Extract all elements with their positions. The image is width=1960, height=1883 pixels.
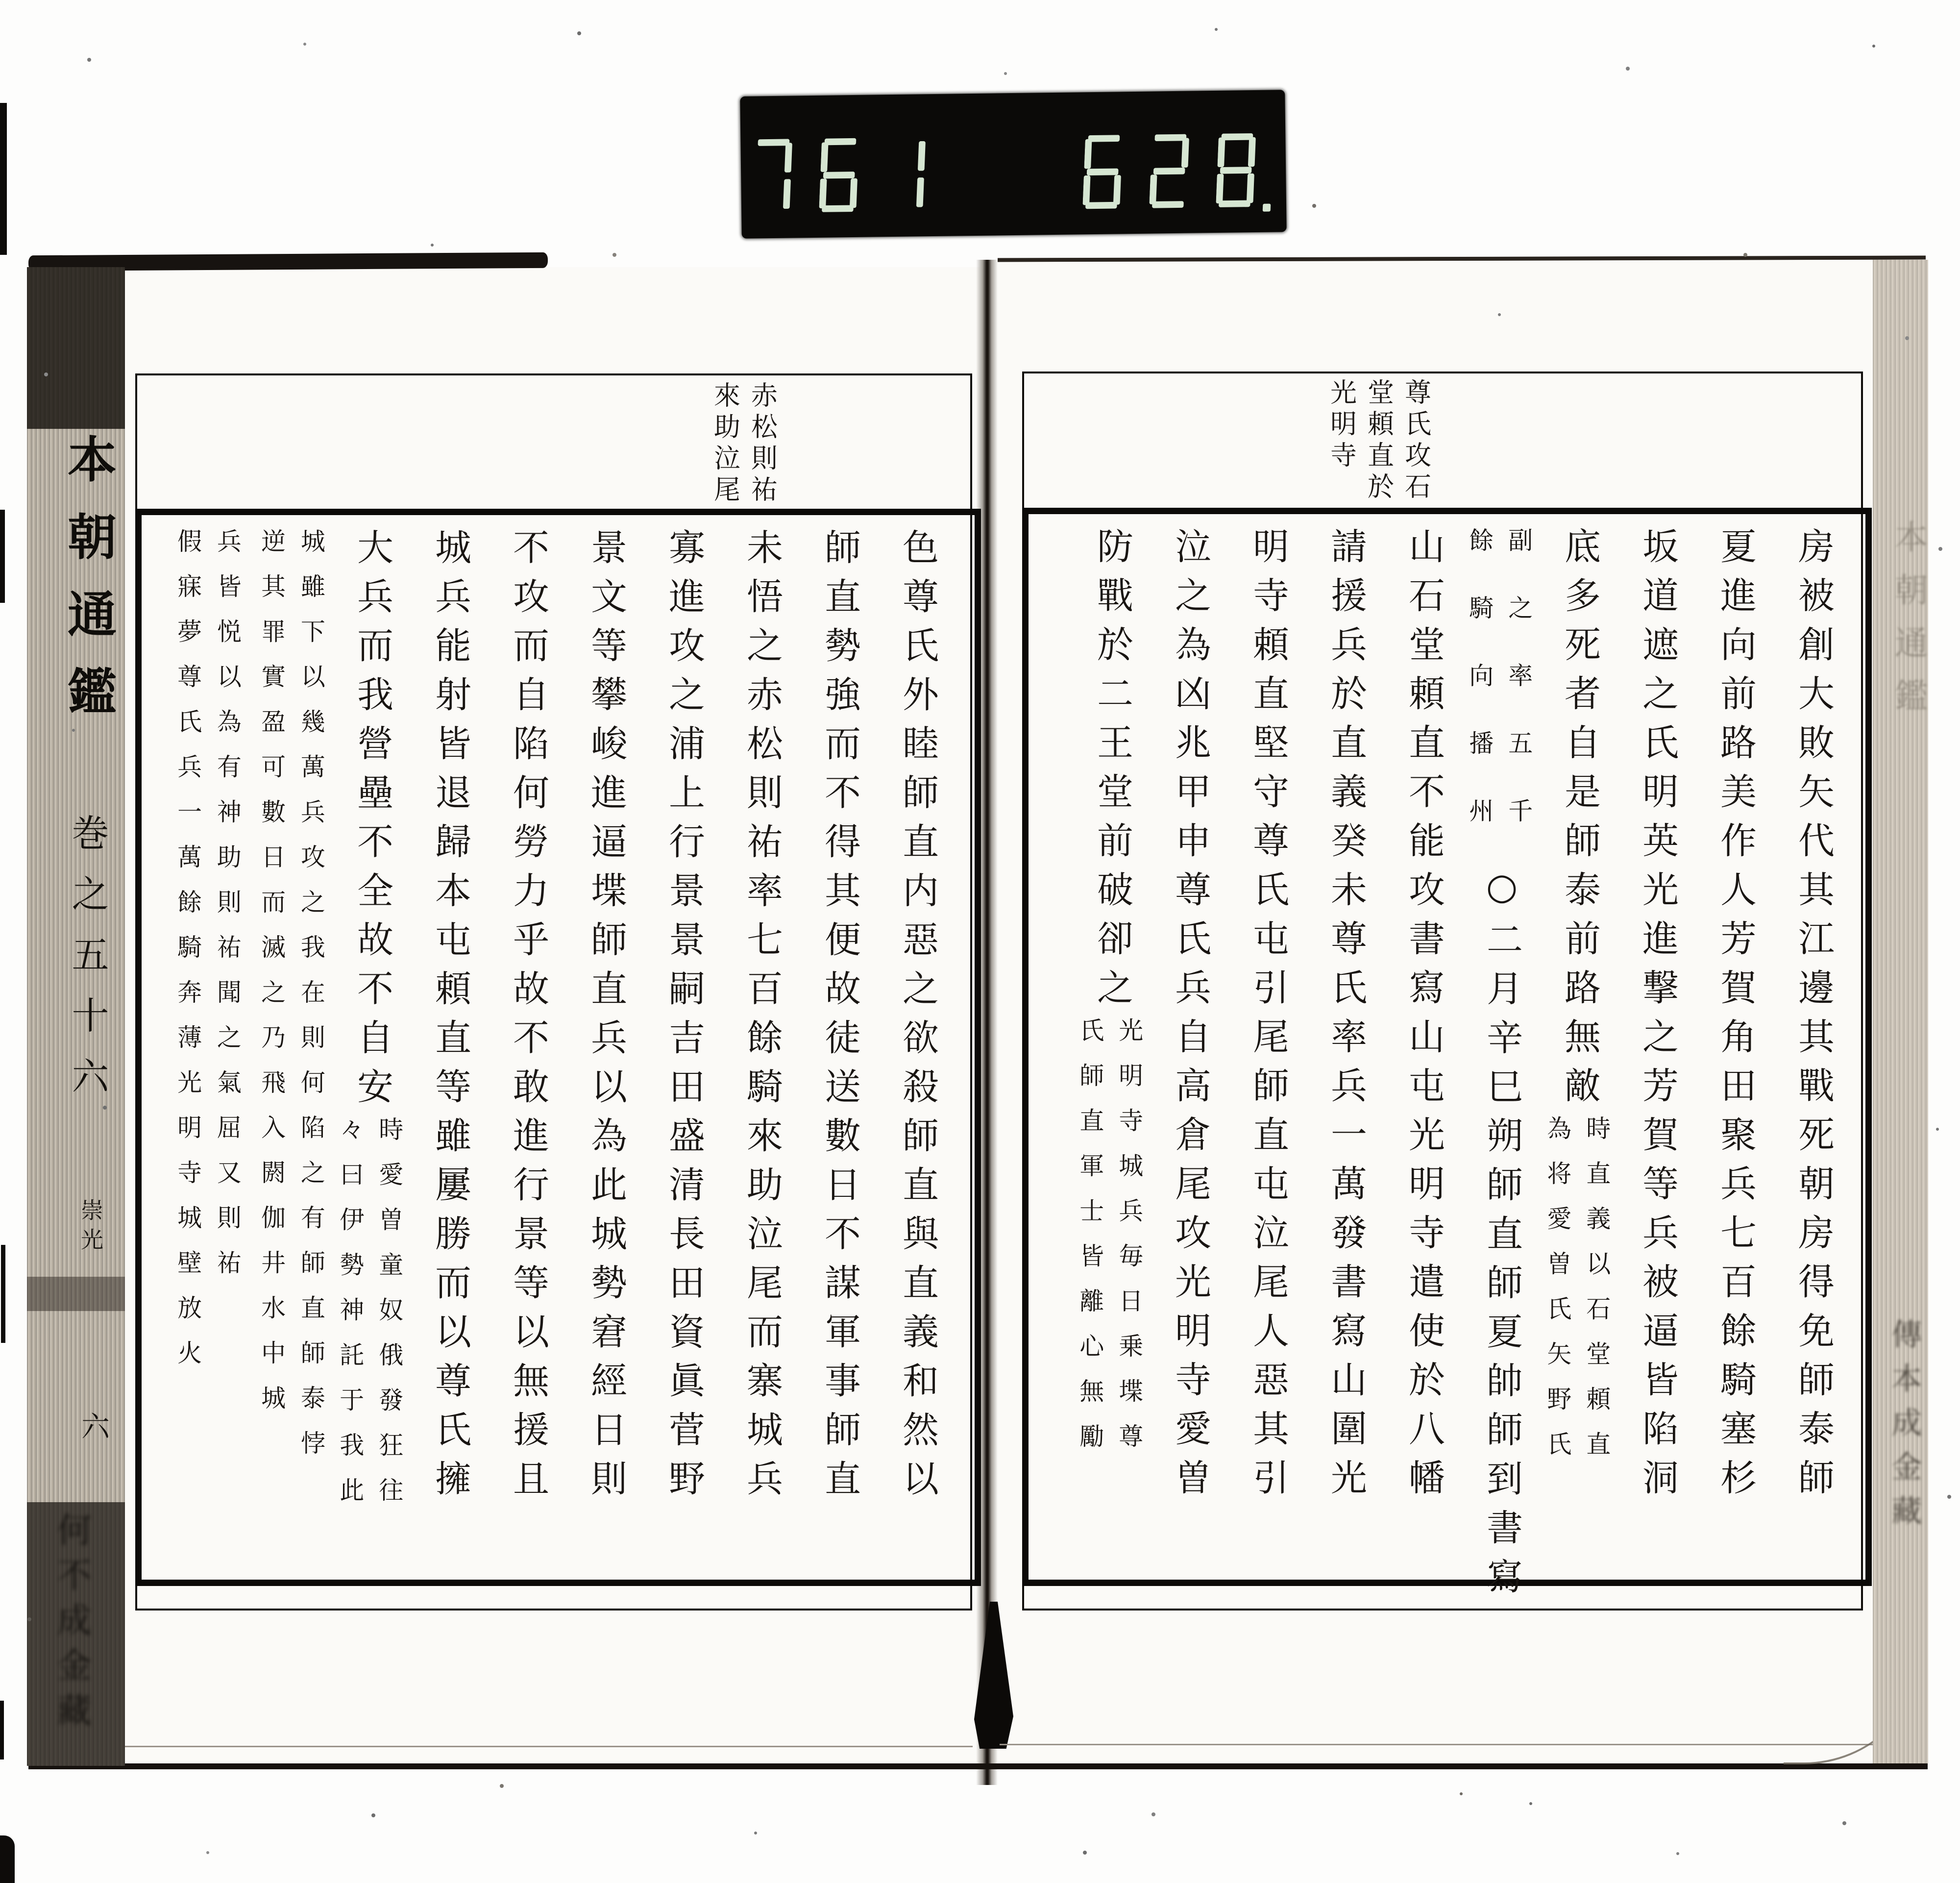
header-note-text: 光明寺 — [1326, 378, 1357, 472]
text-column — [1696, 527, 1774, 1557]
column-text: ○二月辛巳朔師直師夏帥師到書寫 — [1481, 866, 1523, 1607]
column-text: 底多死者自是師泰前路無敵 — [1559, 527, 1601, 1115]
spine-era-label: 崇光 — [77, 1198, 104, 1257]
text-column — [1618, 527, 1696, 1557]
column-text: 師直勢強而不得其便故徒送數日不謀軍事師直 — [819, 528, 861, 1509]
spine-volume-label: 巻之五十六 — [66, 814, 109, 1117]
column-text: 不攻而自陷何勞力乎故不敢進行景等以無援且 — [507, 528, 549, 1509]
interlinear-note — [1543, 1115, 1616, 1476]
header-note-text: 來助泣尾 — [710, 381, 741, 507]
text-column — [333, 528, 411, 1558]
column-text: 色尊氏外睦師直内惡之欲殺師直與直義和然以 — [897, 528, 939, 1509]
right-page-bottom-edge — [1000, 1744, 1921, 1745]
text-column — [1073, 527, 1151, 1557]
spine-dark-band-mid — [27, 1277, 125, 1311]
counter-digit — [819, 133, 860, 217]
counter-left-number — [752, 131, 927, 218]
note-subcolumn: 為将愛曽氏矢野氏 — [1543, 1115, 1572, 1476]
text-column — [1385, 527, 1463, 1557]
seven-segment-display — [739, 127, 1288, 218]
header-note-column — [707, 381, 744, 507]
text-column — [879, 528, 956, 1558]
spine-title: 本朝通鑑 — [59, 434, 117, 743]
text-column — [1541, 527, 1618, 1557]
scanner-edge-artifact — [0, 510, 5, 603]
column-text: 大兵而我營壘不全故不自安 — [351, 528, 393, 1116]
text-column — [723, 528, 801, 1558]
interlinear-note — [168, 528, 247, 1385]
column-text: 明寺頼直堅守尊氏屯引尾師直屯泣尾人惡其引 — [1247, 527, 1289, 1508]
column-text: 未悟之赤松則祐率七百餘騎來助泣尾而寨城兵 — [741, 528, 783, 1509]
note-subcolumn: 副之率五千 — [1504, 527, 1533, 866]
small-note-column — [249, 528, 333, 1558]
scanner-edge-artifact — [1, 1245, 5, 1343]
spine-collection-stamp: 何不成金藏 — [51, 1512, 92, 1737]
column-text: 寡進攻之浦上行景景嗣吉田盛清長田資眞菅野 — [663, 528, 705, 1509]
note-subcolumn: 氏師直軍士皆離心無勵 — [1076, 1017, 1104, 1468]
text-column — [567, 528, 645, 1558]
note-subcolumn: 餘騎向播州 — [1465, 527, 1494, 866]
note-subcolumn: 假寐夢尊氏兵一萬餘騎奔薄光明寺城壁放火 — [173, 528, 202, 1385]
header-note-text: 尊氏攻石 — [1400, 378, 1432, 504]
counter-digit — [1216, 128, 1257, 212]
column-text: 坂道遮之氏明英光進撃之芳賀等兵被逼皆陷洞 — [1637, 527, 1679, 1508]
column-text: 城兵能射皆退歸本屯頼直等雖屢勝而以尊氏擁 — [429, 528, 471, 1509]
note-subcolumn: 々曰伊勢神託于我此 — [336, 1116, 365, 1522]
counter-digit — [1082, 130, 1124, 214]
fore-edge-title-label: 本朝通鑑 — [1889, 520, 1928, 731]
counter-decimal-point — [1263, 204, 1271, 212]
left-page-bottom-edge — [34, 1746, 973, 1747]
note-subcolumn: 城雖下以幾萬兵攻之我在則何陷之有師直師泰悖 — [296, 528, 325, 1475]
note-subcolumn: 時直義以石堂頼直 — [1582, 1115, 1611, 1476]
counter-digit — [1149, 129, 1191, 213]
column-text: 請援兵於直義癸未尊氏率兵一萬發書寫山圍光 — [1325, 527, 1367, 1508]
book-bottom-edge — [28, 1763, 1928, 1769]
text-column — [411, 528, 489, 1558]
interlinear-note — [252, 528, 331, 1475]
text-column — [1307, 527, 1385, 1557]
scanner-edge-artifact — [0, 1701, 4, 1759]
scanner-corner-artifact — [0, 1835, 15, 1883]
header-note-column — [744, 381, 781, 507]
text-column — [489, 528, 567, 1558]
text-column — [1774, 527, 1852, 1557]
column-text: 防戰於二王堂前破卻之 — [1091, 527, 1133, 1017]
text-column — [1229, 527, 1307, 1557]
column-text: 泣之為凶兆甲申尊氏兵自高倉尾攻光明寺愛曽 — [1169, 527, 1211, 1508]
spine-dark-band-top — [27, 267, 125, 429]
text-column — [645, 528, 723, 1558]
column-text: 房被創大敗矢代其江邊其戰死朝房得免師泰師 — [1792, 527, 1835, 1508]
scanner-edge-artifact — [0, 103, 7, 255]
counter-digit — [885, 132, 927, 216]
note-subcolumn: 逆其罪實盈可數日而滅之乃飛入閼伽井水中城 — [257, 528, 286, 1430]
interlinear-note — [1465, 527, 1538, 866]
header-note-column — [1323, 378, 1360, 504]
column-text: 夏進向前路美作人芳賀角田聚兵七百餘騎塞杉 — [1715, 527, 1757, 1508]
right-page-text-columns — [1049, 527, 1852, 1607]
interlinear-note — [336, 1116, 409, 1522]
fore-edge-collection-stamp: 傳本成金藏 — [1886, 1318, 1922, 1539]
counter-digit — [752, 134, 794, 218]
text-column — [1151, 527, 1229, 1557]
left-page-header-notes — [707, 381, 781, 507]
small-note-column — [166, 528, 249, 1558]
note-subcolumn: 光明寺城兵毎日乗堞尊 — [1115, 1017, 1144, 1468]
text-column — [801, 528, 879, 1558]
text-column — [1463, 527, 1541, 1607]
column-text: 山石堂頼直不能攻書寫山屯光明寺遣使於八幡 — [1403, 527, 1445, 1508]
right-page-header-notes — [1323, 378, 1435, 504]
counter-right-number — [1082, 127, 1274, 214]
column-text: 景文等攀峻進逼堞師直兵以為此城勢窘經日則 — [585, 528, 627, 1509]
microfilm-frame-counter — [740, 90, 1286, 239]
note-subcolumn: 兵皆悦以為有神助則祐聞之氣屈又則祐 — [213, 528, 242, 1295]
header-note-column — [1360, 378, 1397, 504]
note-subcolumn: 時愛曽童奴俄發狂往 — [375, 1116, 404, 1522]
scan-speckles — [0, 0, 2, 2]
header-note-text: 赤松則祐 — [747, 381, 778, 507]
left-page-text-columns — [147, 528, 956, 1558]
spine-leaf-number: 六 — [76, 1412, 110, 1440]
interlinear-note — [1076, 1017, 1149, 1468]
header-note-column — [1397, 378, 1435, 504]
header-note-text: 堂頼直於 — [1363, 378, 1395, 504]
